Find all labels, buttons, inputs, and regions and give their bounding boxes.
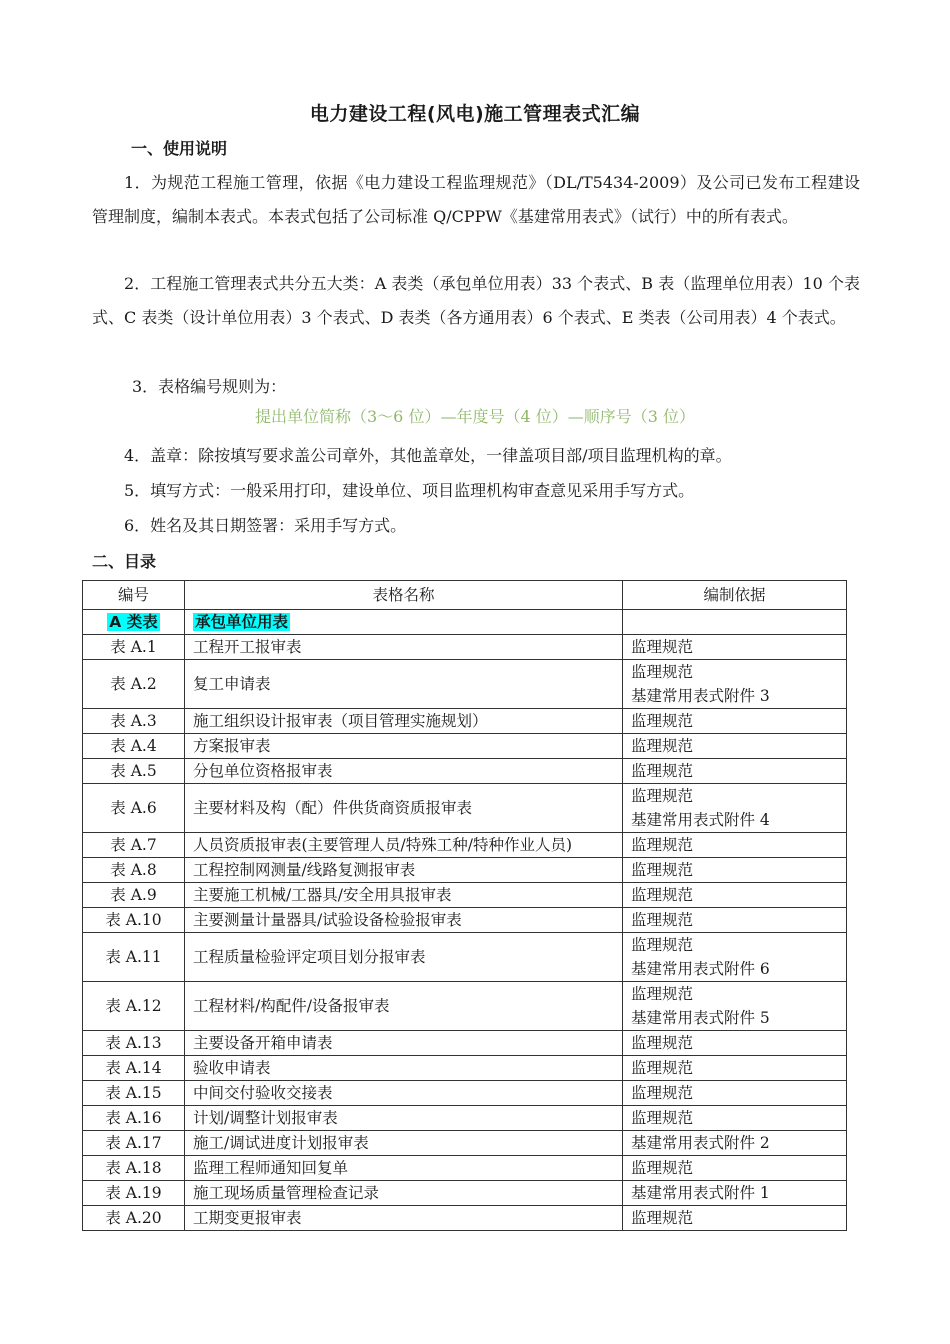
paragraph-5: 5．填写方式：一般采用打印，建设单位、项目监理机构审查意见采用手写方式。 — [124, 481, 695, 500]
row-basis — [623, 982, 847, 1031]
row-name: 工程质量检验评定项目划分报审表 — [185, 933, 623, 982]
row-code: 表 A.11 — [83, 933, 185, 982]
row-name: 中间交付验收交接表 — [185, 1081, 623, 1106]
row-name: 主要测量计量器具/试验设备检验报审表 — [185, 908, 623, 933]
row-basis — [623, 734, 847, 759]
table-row — [83, 759, 847, 784]
basis-line: 监理规范 — [631, 911, 694, 929]
row-code: 表 A.3 — [83, 709, 185, 734]
category-code: A 类表 — [109, 613, 158, 631]
basis-line: 监理规范 — [631, 861, 694, 879]
row-basis — [623, 1206, 847, 1231]
basis-line: 监理规范 — [631, 1109, 694, 1127]
header-code: 编号 — [83, 581, 185, 610]
header-name: 表格名称 — [185, 581, 623, 610]
row-basis — [623, 660, 847, 709]
row-name: 主要施工机械/工器具/安全用具报审表 — [185, 883, 623, 908]
row-basis — [623, 1056, 847, 1081]
basis-line: 监理规范 — [631, 737, 694, 755]
row-code: 表 A.7 — [83, 833, 185, 858]
row-code: 表 A.16 — [83, 1106, 185, 1131]
table-row — [83, 635, 847, 660]
header-basis: 编制依据 — [623, 581, 847, 610]
row-code: 表 A.18 — [83, 1156, 185, 1181]
table-row — [83, 1106, 847, 1131]
numbering-rule: 提出单位简称（3～6 位）—年度号（4 位）—顺序号（3 位） — [255, 407, 695, 426]
table-header-row — [83, 581, 847, 610]
basis-line: 监理规范 — [631, 1209, 694, 1227]
basis-line: 监理规范 — [631, 762, 694, 780]
row-basis — [623, 908, 847, 933]
toc-table — [82, 580, 847, 1231]
row-code: 表 A.20 — [83, 1206, 185, 1231]
basis-line: 基建常用表式附件 3 — [631, 687, 770, 705]
table-row — [83, 883, 847, 908]
basis-line: 基建常用表式附件 4 — [631, 811, 770, 829]
table-row — [83, 982, 847, 1031]
table-row — [83, 784, 847, 833]
row-basis — [623, 1031, 847, 1056]
row-name: 工期变更报审表 — [185, 1206, 623, 1231]
category-row — [83, 610, 847, 635]
basis-line: 监理规范 — [631, 663, 694, 681]
row-basis — [623, 1081, 847, 1106]
table-row — [83, 709, 847, 734]
row-name: 工程开工报审表 — [185, 635, 623, 660]
row-basis — [623, 933, 847, 982]
row-code: 表 A.1 — [83, 635, 185, 660]
paragraph-3: 3．表格编号规则为： — [132, 377, 287, 396]
row-basis — [623, 759, 847, 784]
row-code: 表 A.4 — [83, 734, 185, 759]
category-name: 承包单位用表 — [195, 613, 289, 631]
table-row — [83, 1181, 847, 1206]
section-heading-usage: 一、使用说明 — [131, 139, 228, 158]
row-name: 施工/调试进度计划报审表 — [185, 1131, 623, 1156]
row-code: 表 A.12 — [83, 982, 185, 1031]
basis-line: 监理规范 — [631, 1059, 694, 1077]
section-heading-toc: 二、目录 — [92, 552, 157, 571]
basis-line: 监理规范 — [631, 836, 694, 854]
table-row — [83, 660, 847, 709]
basis-line: 基建常用表式附件 6 — [631, 960, 770, 978]
row-name: 主要材料及构（配）件供货商资质报审表 — [185, 784, 623, 833]
row-name: 复工申请表 — [185, 660, 623, 709]
document-title: 电力建设工程(风电)施工管理表式汇编 — [309, 103, 641, 125]
row-name: 分包单位资格报审表 — [185, 759, 623, 784]
row-code: 表 A.15 — [83, 1081, 185, 1106]
row-code: 表 A.14 — [83, 1056, 185, 1081]
basis-line: 监理规范 — [631, 985, 694, 1003]
row-name: 工程控制网测量/线路复测报审表 — [185, 858, 623, 883]
row-name: 主要设备开箱申请表 — [185, 1031, 623, 1056]
row-code: 表 A.2 — [83, 660, 185, 709]
table-row — [83, 1081, 847, 1106]
row-basis — [623, 635, 847, 660]
row-code: 表 A.13 — [83, 1031, 185, 1056]
row-name: 人员资质报审表(主要管理人员/特殊工种/特种作业人员) — [185, 833, 623, 858]
row-name: 方案报审表 — [185, 734, 623, 759]
basis-line: 监理规范 — [631, 1084, 694, 1102]
row-name: 计划/调整计划报审表 — [185, 1106, 623, 1131]
basis-line: 监理规范 — [631, 936, 694, 954]
table-row — [83, 833, 847, 858]
table-row — [83, 933, 847, 982]
row-code: 表 A.5 — [83, 759, 185, 784]
row-basis — [623, 784, 847, 833]
row-basis — [623, 833, 847, 858]
category-basis-empty — [623, 610, 847, 635]
row-basis — [623, 709, 847, 734]
row-code: 表 A.19 — [83, 1181, 185, 1206]
row-name: 施工现场质量管理检查记录 — [185, 1181, 623, 1206]
row-code: 表 A.6 — [83, 784, 185, 833]
table-row — [83, 1031, 847, 1056]
paragraph-1: 1．为规范工程施工管理，依据《电力建设工程监理规范》（DL/T5434-2009）及公司已发布工程建设管理制度，编制本表式。本表式包括了公司标准 Q/CPPW《基建常用表式》（试行）中的所有表式。 — [92, 173, 860, 226]
table-row — [83, 858, 847, 883]
basis-line: 监理规范 — [631, 638, 694, 656]
row-code: 表 A.8 — [83, 858, 185, 883]
row-basis — [623, 1156, 847, 1181]
row-name: 监理工程师通知回复单 — [185, 1156, 623, 1181]
row-name: 施工组织设计报审表（项目管理实施规划） — [185, 709, 623, 734]
basis-line: 监理规范 — [631, 886, 694, 904]
row-basis — [623, 858, 847, 883]
paragraph-4: 4．盖章：除按填写要求盖公司章外，其他盖章处，一律盖项目部/项目监理机构的章。 — [124, 446, 732, 465]
row-name: 验收申请表 — [185, 1056, 623, 1081]
paragraph-2: 2．工程施工管理表式共分五大类：A 表类（承包单位用表）33 个表式、B 表（监理单位用表）10 个表式、C 表类（设计单位用表）3 个表式、D 表类（各方通用表）6 个表式、E 类表（公司用表）4 个表式。 — [92, 274, 860, 327]
row-code: 表 A.10 — [83, 908, 185, 933]
table-row — [83, 1206, 847, 1231]
table-row — [83, 1156, 847, 1181]
row-code: 表 A.17 — [83, 1131, 185, 1156]
row-code: 表 A.9 — [83, 883, 185, 908]
row-basis — [623, 1131, 847, 1156]
table-row — [83, 734, 847, 759]
row-name: 工程材料/构配件/设备报审表 — [185, 982, 623, 1031]
row-basis — [623, 883, 847, 908]
table-row — [83, 908, 847, 933]
basis-line: 基建常用表式附件 1 — [631, 1184, 770, 1202]
paragraph-6: 6．姓名及其日期签署：采用手写方式。 — [124, 516, 407, 535]
row-basis — [623, 1106, 847, 1131]
basis-line: 监理规范 — [631, 1159, 694, 1177]
row-basis — [623, 1181, 847, 1206]
table-row — [83, 1056, 847, 1081]
basis-line: 监理规范 — [631, 787, 694, 805]
basis-line: 基建常用表式附件 2 — [631, 1134, 770, 1152]
table-row — [83, 1131, 847, 1156]
basis-line: 监理规范 — [631, 1034, 694, 1052]
basis-line: 基建常用表式附件 5 — [631, 1009, 770, 1027]
basis-line: 监理规范 — [631, 712, 694, 730]
